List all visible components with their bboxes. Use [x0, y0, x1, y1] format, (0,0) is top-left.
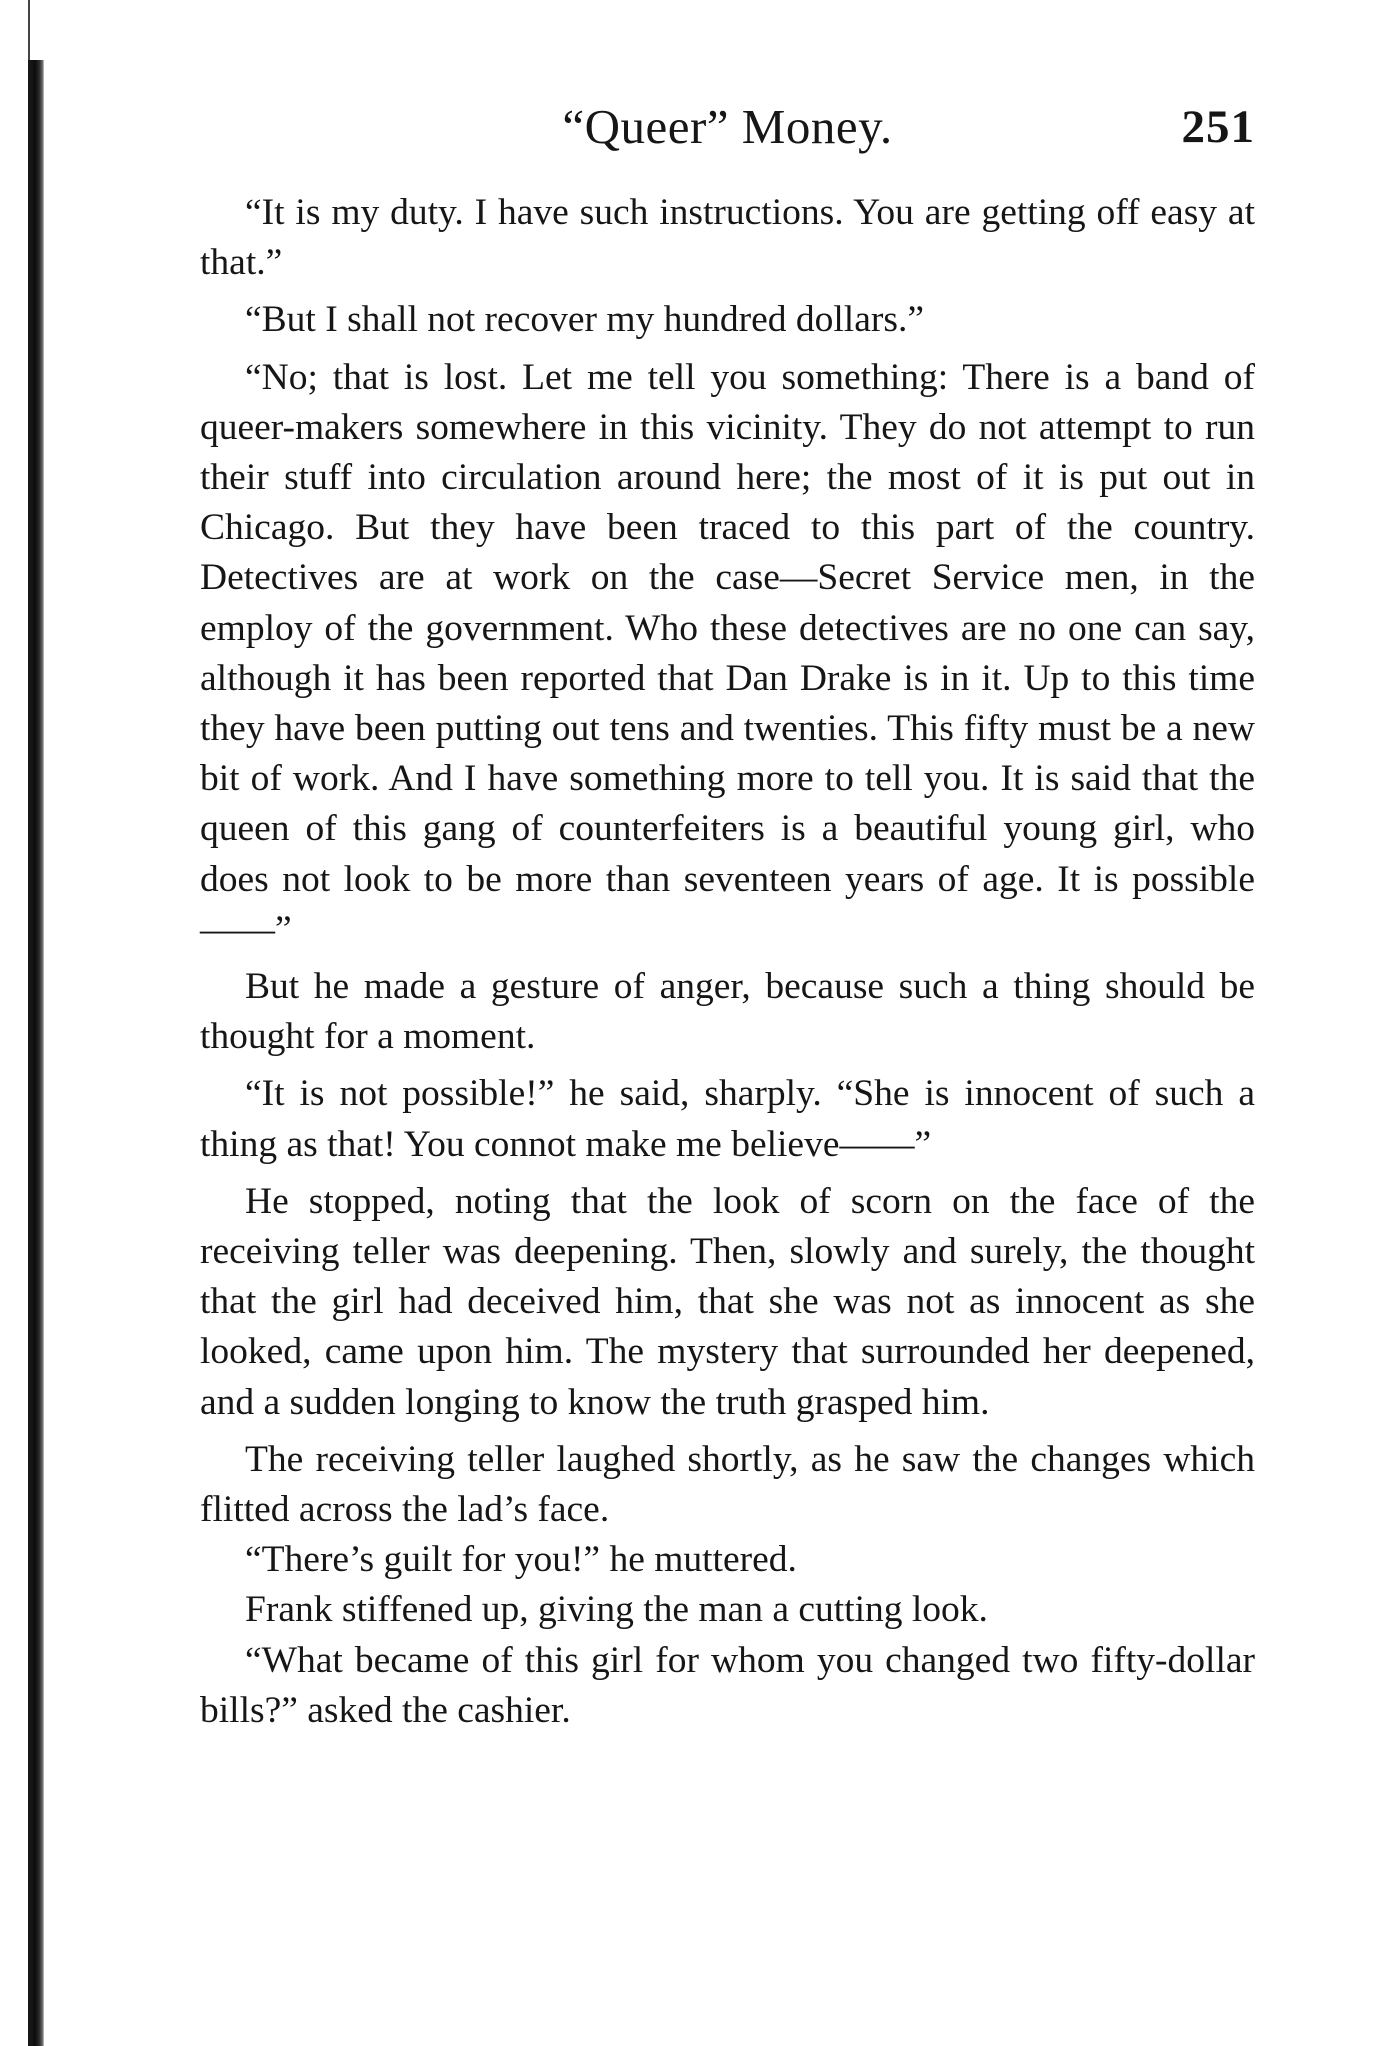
paragraph: “It is my duty. I have such instructions. You are getting off easy at that.”: [200, 192, 1255, 284]
paragraph: “But I shall not recover my hundred dollars.”: [245, 299, 924, 341]
body-text: [200, 188, 1255, 1736]
page-number: 251: [1181, 101, 1255, 153]
binding-shadow: [28, 60, 44, 2046]
paragraph: The receiving teller laughed shortly, as he saw the changes which flitted across the lad’s face.: [200, 1438, 1255, 1531]
paragraph: “No; that is lost. Let me tell you something: There is a band of queer-makers somewhere in this vicinity. They do not attempt to run their stuff into circulation around here; the most of it is put out in Chicago. But they have been traced to this part of the country. Detectives are at work on the case—Secret Service men, in the employ of the government. Who these detectives are no one can say, although it has been reported that Dan Drake is in it. Up to this time they have been putting out tens and twenties. This fifty must be a new bit of work. And I have something more to tell you. It is said that the queen of this gang of counterfeiters is a beautiful young girl, who does not look to be more than seventeen years of age. It is possible——”: [200, 356, 1255, 950]
running-title: “Queer” Money.: [562, 99, 893, 154]
paragraph: “There’s guilt for you!” he muttered.: [245, 1539, 797, 1581]
page-header: [200, 98, 1255, 158]
paragraph: “It is not possible!” he said, sharply. “She is innocent of such a thing as that! You connot make me believe——”: [200, 1073, 1255, 1165]
paragraph: “What became of this girl for whom you changed two fifty-dollar bills?” asked the cashier.: [200, 1639, 1255, 1731]
binding-edge: [28, 0, 30, 60]
paragraph: But he made a gesture of anger, because such a thing should be thought for a moment.: [200, 966, 1255, 1058]
paragraph: He stopped, noting that the look of scorn on the face of the receiving teller was deepening. Then, slowly and surely, the thought that the girl had deceived him, that she was not as innocent as she looked, came upon him. The mystery that surrounded her deepened, and a sudden longing to know the truth grasped him.: [200, 1180, 1255, 1423]
paragraph: Frank stiffened up, giving the man a cutting look.: [245, 1589, 988, 1631]
